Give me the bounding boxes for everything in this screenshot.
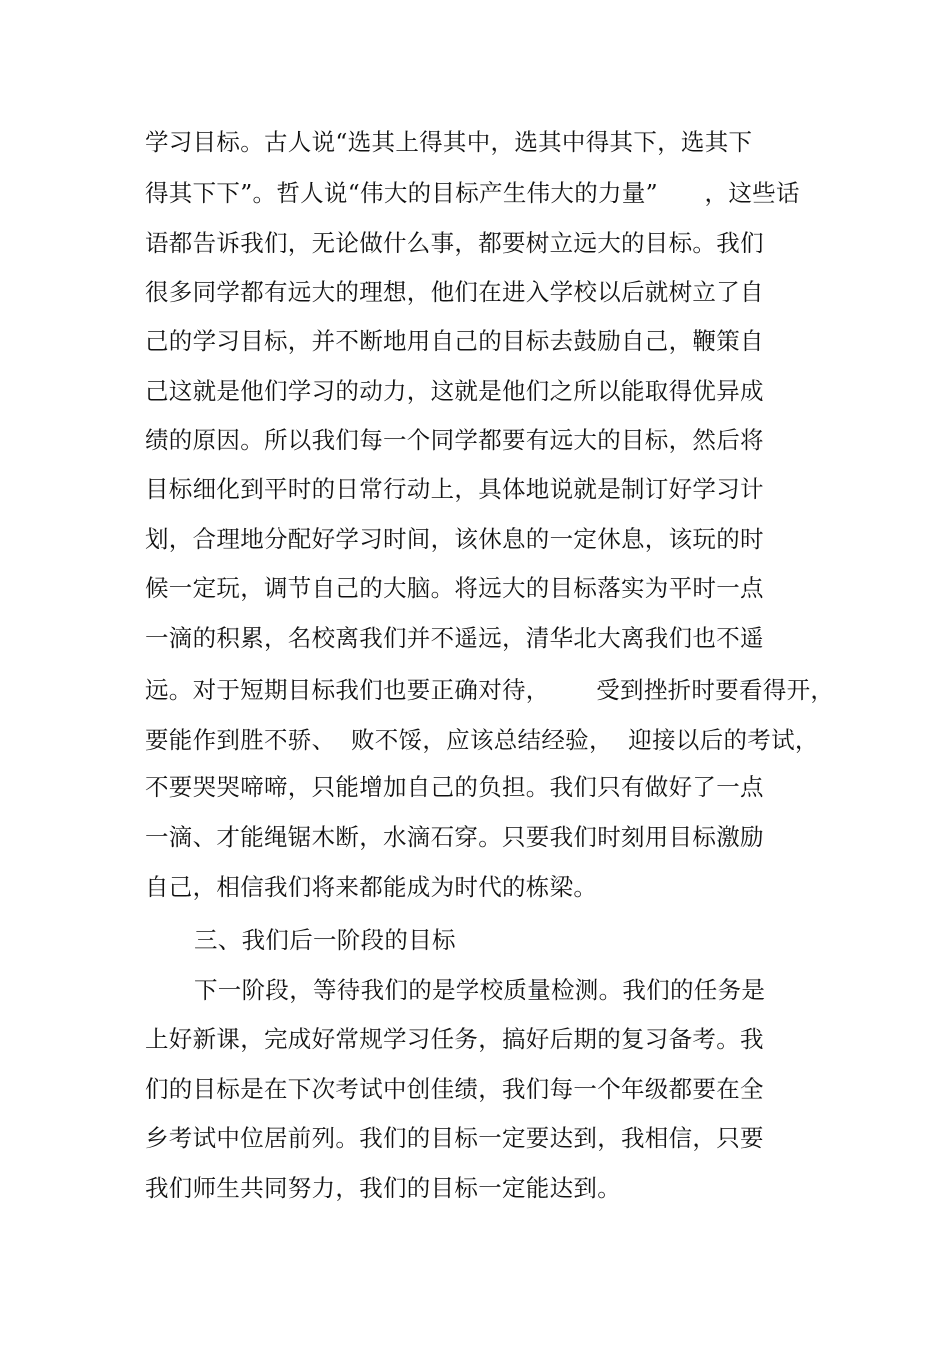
text-line: 得其下下”。哲人说“伟大的目标产生伟大的力量” ，这些话 bbox=[145, 179, 800, 207]
text-line: 乡考试中位居前列。我们的目标一定要达到，我相信，只要 bbox=[145, 1124, 764, 1152]
text-line: 语都告诉我们，无论做什么事，都要树立远大的目标。我们 bbox=[145, 229, 764, 257]
text-line: 自己，相信我们将来都能成为时代的栋梁。 bbox=[145, 873, 598, 901]
text-line: 很多同学都有远大的理想，他们在进入学校以后就树立了自 bbox=[145, 278, 764, 306]
text-line: 一滴的积累，名校离我们并不遥远，清华北大离我们也不遥 bbox=[145, 624, 764, 652]
text-line: 划，合理地分配好学习时间，该休息的一定休息，该玩的时 bbox=[145, 525, 764, 553]
text-line: 目标细化到平时的日常行动上，具体地说就是制订好学习计 bbox=[145, 475, 764, 503]
text-line: 学习目标。古人说“选其上得其中，选其中得其下，选其下 bbox=[145, 128, 753, 156]
text-line: 己这就是他们学习的动力，这就是他们之所以能取得优异成 bbox=[145, 377, 764, 405]
text-line: 一滴、才能绳锯木断，水滴石穿。只要我们时刻用目标激励 bbox=[145, 823, 764, 851]
text-line: 候一定玩，调节自己的大脑。将远大的目标落实为平时一点 bbox=[145, 574, 764, 602]
text-line: 要能作到胜不骄、 败不馁，应该总结经验， 迎接以后的考试， bbox=[145, 726, 819, 754]
text-line: 己的学习目标，并不断地用自己的目标去鼓励自己，鞭策自 bbox=[145, 327, 764, 355]
text-line: 们的目标是在下次考试中创佳绩，我们每一个年级都要在全 bbox=[145, 1075, 764, 1103]
text-line: 我们师生共同努力，我们的目标一定能达到。 bbox=[145, 1174, 621, 1202]
paragraph-first-line: 下一阶段，等待我们的是学校质量检测。我们的任务是 bbox=[194, 976, 766, 1004]
text-line: 绩的原因。所以我们每一个同学都要有远大的目标，然后将 bbox=[145, 426, 764, 454]
text-line: 上好新课，完成好常规学习任务，搞好后期的复习备考。我 bbox=[145, 1025, 764, 1053]
text-line: 远。对于短期目标我们也要正确对待， 受到挫折时要看得开， bbox=[145, 676, 835, 704]
section-heading: 三、我们后一阶段的目标 bbox=[194, 926, 456, 954]
text-line: 不要哭哭啼啼，只能增加自己的负担。我们只有做好了一点 bbox=[145, 773, 764, 801]
